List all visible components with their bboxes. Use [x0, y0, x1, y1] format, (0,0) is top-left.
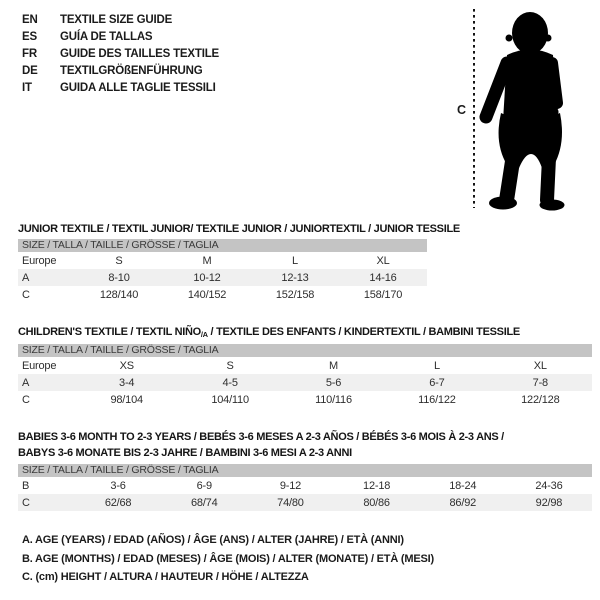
table-cell: 62/68 [104, 496, 132, 509]
table-cell: L [292, 254, 298, 267]
table-cell: 80/86 [363, 496, 390, 509]
table-cell: 3-6 [110, 479, 126, 492]
table-row [18, 269, 427, 286]
baby-silhouette-icon [450, 3, 600, 213]
table-cell: 110/116 [315, 393, 352, 406]
table-cell: 5-6 [325, 376, 342, 389]
table-cell: 116/122 [418, 393, 456, 406]
table-row [18, 252, 427, 269]
table-cell: 18-24 [449, 479, 477, 492]
row-label: C [22, 393, 30, 406]
table-cell: 6-7 [429, 376, 445, 389]
legend-line-b: B. AGE (MONTHS) / EDAD (MESES) / ÂGE (MOIS) / ALTER (MONATE) / ETÀ (MESI) [22, 552, 434, 565]
title-text: CHILDREN'S TEXTILE / TEXTIL NIÑO [18, 326, 201, 339]
language-title: TEXTILE SIZE GUIDE [60, 13, 173, 26]
table-cell: S [115, 254, 123, 267]
language-title: GUÍA DE TALLAS [60, 30, 153, 43]
table-cell: 7-8 [532, 376, 548, 389]
title-text: / TEXTILE DES ENFANTS / KINDERTEXTIL / BAMBINI TESSILE [207, 326, 520, 339]
table-cell: 74/80 [277, 496, 304, 509]
measurement-legend [22, 531, 434, 587]
table-cell: 92/98 [535, 496, 563, 509]
row-label: C [22, 288, 30, 301]
table-cell: 98/104 [110, 393, 143, 406]
language-code: FR [22, 47, 37, 60]
table-cell: 3-4 [119, 376, 135, 389]
babies-size-table [18, 464, 592, 511]
table-cell: XS [119, 359, 134, 372]
table-cell: 104/110 [211, 393, 249, 406]
children-table-title [18, 326, 520, 339]
language-code: EN [22, 13, 38, 26]
list-item [22, 28, 219, 45]
children-size-table [18, 344, 592, 408]
legend-line-a: A. AGE (YEARS) / EDAD (AÑOS) / ÂGE (ANS) / ALTER (JAHRE) / ETÀ (ANNI) [22, 534, 404, 547]
table-cell: 152/158 [275, 288, 315, 301]
table-row [18, 374, 592, 391]
table-cell: XL [533, 359, 547, 372]
row-label: Europe [22, 359, 57, 372]
row-label: Europe [22, 254, 57, 267]
language-code: IT [22, 81, 32, 94]
language-title: GUIDA ALLE TAGLIE TESSILI [60, 81, 216, 94]
table-cell: 14-16 [369, 271, 397, 284]
table-cell: 24-36 [535, 479, 563, 492]
table-cell: M [329, 359, 338, 372]
table-cell: S [226, 359, 234, 372]
table-row [18, 477, 592, 494]
legend-line-c: C. (cm) HEIGHT / ALTURA / HAUTEUR / HÖHE / ALTEZZA [22, 571, 309, 584]
table-cell: L [433, 359, 440, 372]
language-code: DE [22, 64, 38, 77]
height-measure-figure [450, 3, 600, 215]
table-cell: XL [376, 254, 390, 267]
baby-body [486, 12, 565, 211]
height-measure-label: C [457, 103, 467, 117]
table-cell: 4-5 [222, 376, 238, 389]
table-cell: 8-10 [108, 271, 130, 284]
table-cell: 128/140 [99, 288, 139, 301]
table-row [18, 357, 592, 374]
table-cell: 10-12 [193, 271, 221, 284]
row-label: B [22, 479, 30, 492]
list-item [22, 62, 219, 79]
size-header-bar: SIZE / TALLA / TAILLE / GRÖSSE / TAGLIA [18, 239, 427, 252]
language-title: GUIDE DES TAILLES TEXTILE [60, 47, 219, 60]
table-row [18, 391, 592, 408]
row-label: C [22, 496, 30, 509]
language-code: ES [22, 30, 37, 43]
table-cell: 158/170 [363, 288, 403, 301]
list-item [22, 45, 219, 62]
row-label: A [22, 376, 30, 389]
row-label: A [22, 271, 30, 284]
size-header-bar: SIZE / TALLA / TAILLE / GRÖSSE / TAGLIA [18, 464, 592, 477]
table-cell: 86/92 [449, 496, 477, 509]
title-subscript: /A [200, 330, 208, 340]
table-cell: 12-13 [281, 271, 309, 284]
size-header-bar: SIZE / TALLA / TAILLE / GRÖSSE / TAGLIA [18, 344, 592, 357]
list-item [22, 79, 219, 96]
title-line: BABYS 3-6 MONATE BIS 2-3 JAHRE / BAMBINI 3-6 MESI A 2-3 ANNI [18, 447, 352, 460]
junior-table-title: JUNIOR TEXTILE / TEXTIL JUNIOR/ TEXTILE JUNIOR / JUNIORTEXTIL / JUNIOR TESSILE [18, 223, 460, 236]
table-cell: 122/128 [521, 393, 560, 406]
table-cell: 68/74 [190, 496, 218, 509]
list-item [22, 11, 219, 28]
babies-table-title [18, 429, 504, 461]
language-title: TEXTILGRÖßENFÜHRUNG [60, 64, 203, 77]
junior-size-table [18, 239, 427, 303]
table-cell: 6-9 [196, 479, 212, 492]
table-cell: 140/152 [187, 288, 227, 301]
table-cell: M [202, 254, 212, 267]
table-row [18, 286, 427, 303]
title-line: BABIES 3-6 MONTH TO 2-3 YEARS / BEBÉS 3-6 MESES A 2-3 AÑOS / BÉBÉS 3-6 MOIS À 2-3 ANS / [18, 431, 504, 444]
table-cell: 9-12 [279, 479, 302, 492]
table-cell: 12-18 [363, 479, 391, 492]
table-row [18, 494, 592, 511]
language-list [22, 11, 219, 96]
